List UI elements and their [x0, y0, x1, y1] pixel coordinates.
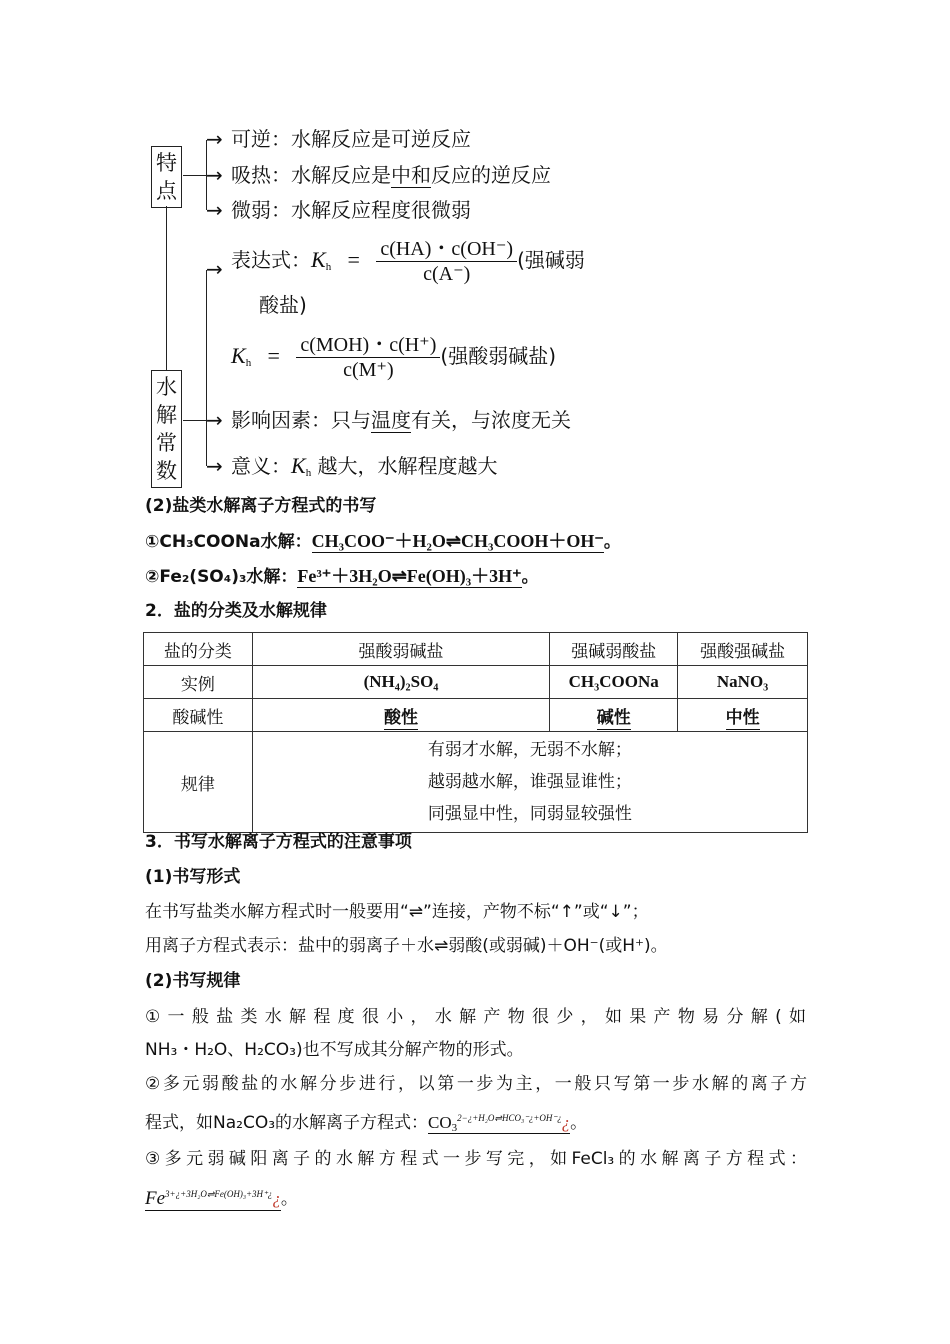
formula-text: Fe — [145, 1188, 166, 1209]
constant-box — [151, 370, 182, 488]
feature-endothermic — [231, 162, 551, 188]
formula-superscript: 3+¿+3H₂O⇌Fe(OH)₃+3H⁺¿ — [165, 1189, 273, 1199]
bracket-line — [183, 175, 207, 176]
equation-label: ①CH₃COONa水解： — [145, 532, 312, 552]
equation-line-1 — [145, 529, 807, 554]
arrow-icon: → — [206, 408, 223, 432]
carbonate-formula — [428, 1113, 570, 1134]
table-rules-cell — [252, 732, 807, 833]
paragraph-text: 程式，如Na₂CO₃的水解离子方程式： — [145, 1113, 429, 1133]
bracket-line — [206, 270, 207, 466]
constant-box-char: 常 — [156, 431, 177, 455]
meaning-text: 越大，水解程度越大 — [317, 454, 498, 478]
kh-subscript: h — [245, 357, 252, 369]
equals-sign: = — [347, 247, 360, 272]
expression-note: (强酸弱碱盐) — [440, 344, 557, 368]
formula-subscript: 3 — [451, 1122, 458, 1134]
rule-line: 同强显中性，同弱显较强性 — [427, 804, 632, 824]
constant-box-char: 数 — [156, 459, 177, 483]
iron-formula — [145, 1189, 281, 1211]
arrow-icon: → — [206, 454, 223, 478]
paragraph: 用离子方程式表示：盐中的弱离子＋水⇌弱酸(或弱碱)＋OH⁻(或H⁺)。 — [145, 936, 668, 956]
bracket-line — [183, 420, 207, 421]
table-row — [144, 699, 808, 732]
section-heading: 2．盐的分类及水解规律 — [145, 601, 327, 621]
subsection-heading: (2)书写规律 — [145, 971, 241, 991]
arrow-icon: → — [206, 163, 223, 187]
section-heading: (2)盐类水解离子方程式的书写 — [145, 496, 377, 516]
paragraph: ①一般盐类水解程度很小，水解产物很少，如果产物易分解(如 — [145, 1007, 807, 1027]
feature-endothermic-text: 吸热：水解反应是 — [231, 163, 391, 187]
table-row — [144, 732, 808, 833]
period: 。 — [280, 1189, 298, 1209]
rule-line: 有弱才水解，无弱不水解； — [427, 740, 632, 760]
arrow-icon: → — [206, 257, 223, 281]
expression-label: 表达式： — [231, 248, 311, 272]
equals-sign: = — [267, 343, 280, 368]
paragraph — [145, 1106, 807, 1140]
feature-reversible: 可逆：水解反应是可逆反应 — [231, 127, 471, 151]
feature-box-char: 特 — [156, 151, 177, 175]
paragraph: NH₃・H₂O、H₂CO₃)也不写成其分解产物的形式。 — [145, 1040, 524, 1060]
expression-note-continued: 酸盐) — [259, 293, 307, 317]
kh-expression-weak-acid — [231, 232, 585, 295]
feature-endothermic-text: 反应的逆反应 — [431, 163, 551, 187]
table-cell: 酸碱性 — [144, 699, 253, 732]
feature-box-char: 点 — [156, 179, 177, 203]
table-cell-answer: 中性 — [725, 707, 760, 728]
arrow-icon: → — [206, 127, 223, 151]
table-cell: CH₃COONa — [550, 666, 678, 699]
equation-answer: Fe³⁺＋3H₂O⇌Fe(OH)₃＋3H⁺ — [297, 566, 522, 586]
table-header-cell: 强碱弱酸盐 — [550, 633, 678, 666]
table-cell — [252, 699, 549, 732]
kh-symbol: K — [231, 343, 246, 368]
paragraph: ②多元弱酸盐的水解分步进行，以第一步为主，一般只写第一步水解的离子方 — [145, 1074, 807, 1094]
table-header-cell: 强酸强碱盐 — [678, 633, 808, 666]
paragraph: ③多元弱碱阳离子的水解方程式一步写完，如FeCl₃的水解离子方程式： — [145, 1149, 807, 1169]
equation-label: ②Fe₂(SO₄)₃水解： — [145, 567, 298, 587]
kh-fraction — [376, 237, 517, 286]
kh-expression-weak-base — [231, 328, 556, 391]
table-cell — [678, 699, 808, 732]
influence-text: 有关，与浓度无关 — [411, 408, 571, 432]
table-cell: 规律 — [144, 732, 253, 833]
kh-fraction — [296, 333, 440, 382]
influence-text: 影响因素：只与 — [231, 408, 371, 432]
influence-factor — [231, 407, 571, 433]
paragraph — [145, 1182, 807, 1211]
influence-underlined: 温度 — [371, 408, 411, 432]
table-cell: 实例 — [144, 666, 253, 699]
period: 。 — [603, 532, 621, 552]
feature-box — [151, 146, 182, 208]
equation-line-2 — [145, 564, 807, 589]
section-heading: 3．书写水解离子方程式的注意事项 — [145, 832, 412, 852]
arrow-icon: → — [206, 198, 223, 222]
kh-symbol: K — [311, 247, 326, 272]
subsection-heading: (1)书写形式 — [145, 867, 241, 887]
kh-subscript: h — [305, 467, 312, 479]
constant-box-char: 水 — [156, 375, 177, 399]
table-cell: (NH₄)₂SO₄ — [252, 666, 549, 699]
table-header-cell: 盐的分类 — [144, 633, 253, 666]
expression-note: (强碱弱 — [517, 248, 585, 272]
table-cell-answer: 碱性 — [596, 707, 631, 728]
table-cell-answer: 酸性 — [384, 707, 419, 728]
hydrolysis-concept-diagram — [145, 120, 665, 485]
table-cell — [550, 699, 678, 732]
kh-subscript: h — [325, 261, 332, 273]
meaning-text: 意义： — [231, 454, 291, 478]
fraction-numerator: c(MOH)・c(H⁺) — [296, 333, 440, 358]
table-row — [144, 666, 808, 699]
formula-tail: ¿ — [561, 1113, 571, 1132]
kh-symbol: K — [291, 453, 306, 478]
feature-weak: 微弱：水解反应程度很微弱 — [231, 198, 471, 222]
equation-answer: CH₃COO⁻＋H₂O⇌CH₃COOH＋OH⁻ — [311, 531, 604, 551]
formula-superscript: 2−¿+H₂O⇌HCO₃⁻¿+OH⁻¿ — [457, 1113, 562, 1123]
period: 。 — [521, 567, 539, 587]
paragraph: 在书写盐类水解方程式时一般要用“⇌”连接，产物不标“↑”或“↓”； — [145, 902, 649, 922]
formula-tail: ¿ — [272, 1189, 281, 1208]
constant-box-char: 解 — [156, 403, 177, 427]
fraction-denominator: c(M⁺) — [343, 359, 394, 381]
fraction-numerator: c(HA)・c(OH⁻) — [376, 237, 517, 262]
salt-classification-table — [143, 632, 808, 833]
connector-line — [166, 206, 167, 370]
table-header-cell: 强酸弱碱盐 — [252, 633, 549, 666]
period: 。 — [570, 1113, 588, 1133]
table-cell: NaNO₃ — [678, 666, 808, 699]
feature-endothermic-underlined: 中和 — [391, 163, 431, 187]
rule-line: 越弱越水解，谁强显谁性； — [427, 772, 632, 792]
meaning — [231, 453, 498, 486]
fraction-denominator: c(A⁻) — [423, 263, 471, 285]
table-row — [144, 633, 808, 666]
formula-text: CO — [428, 1113, 452, 1132]
